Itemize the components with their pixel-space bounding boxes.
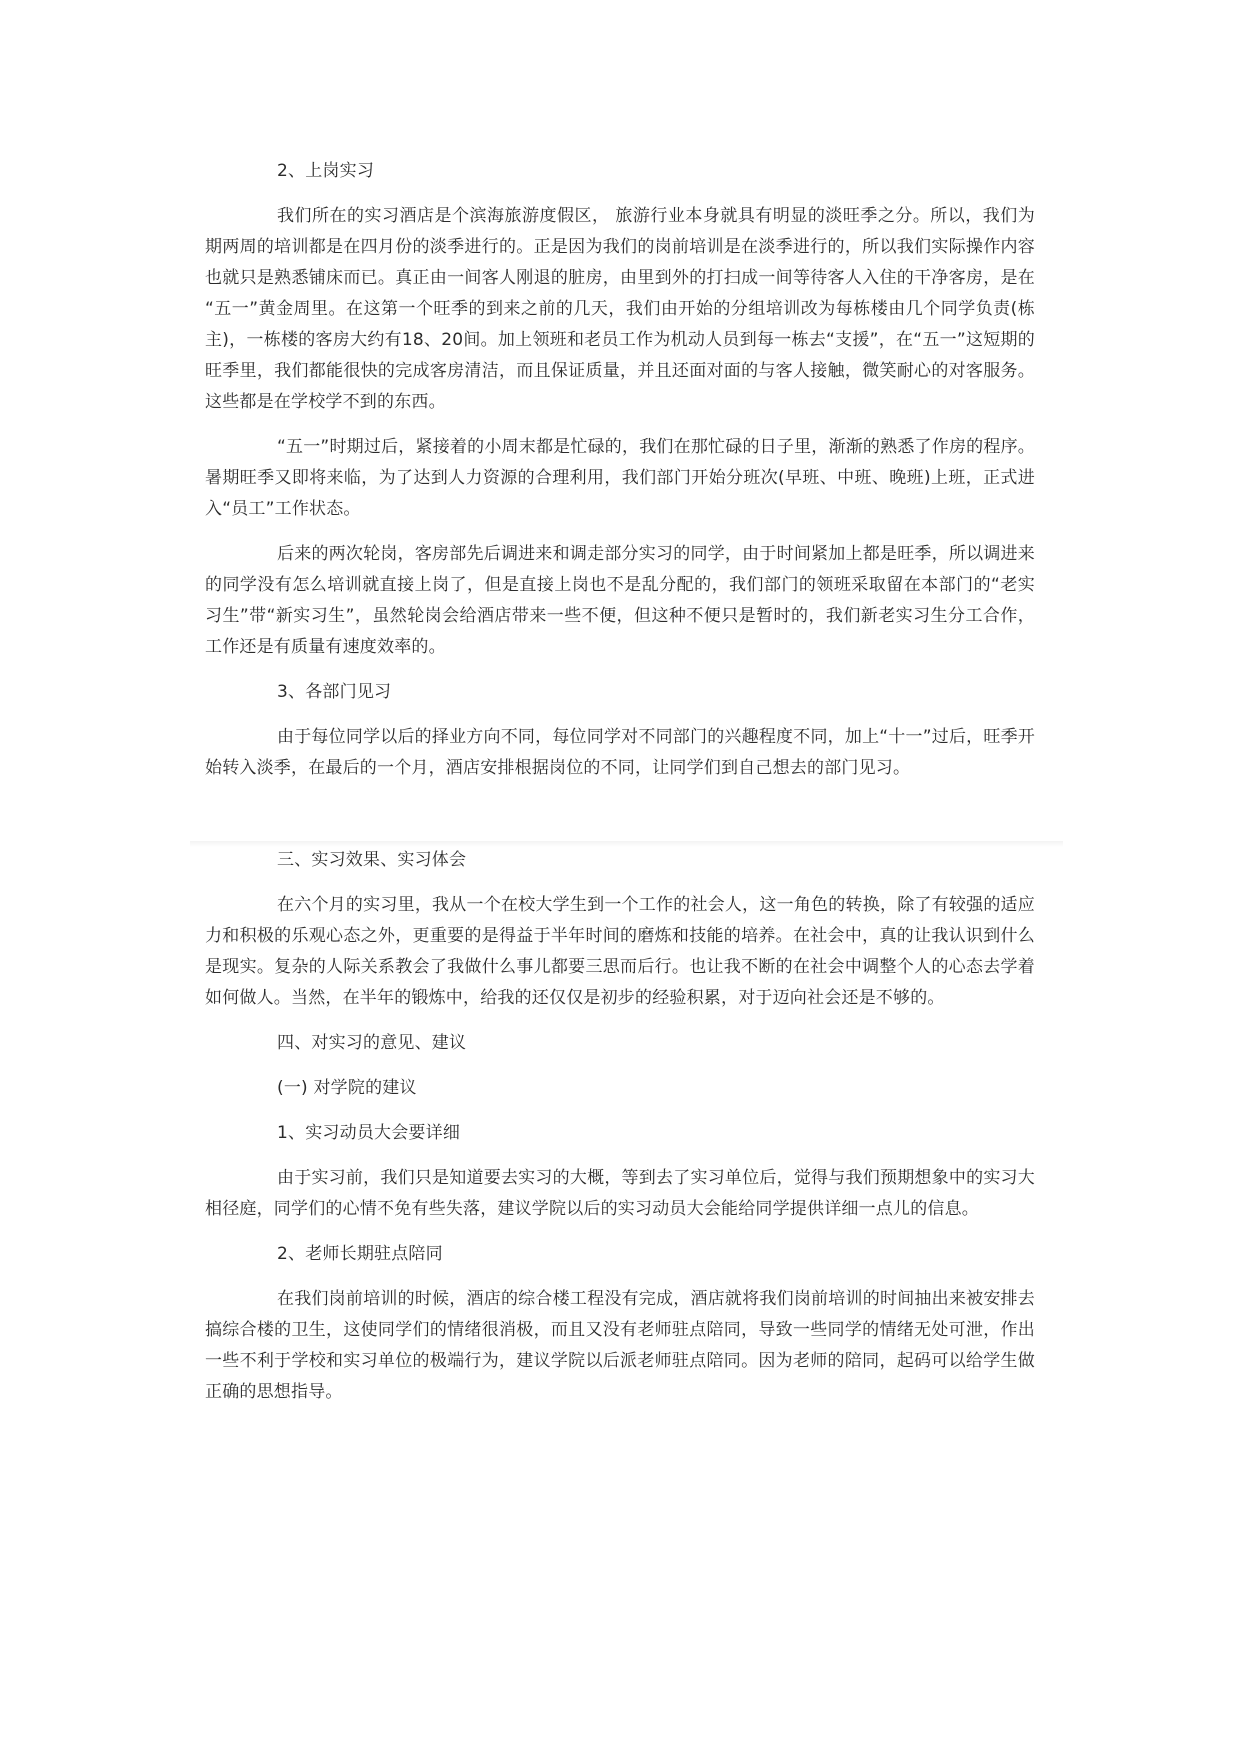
section-internship-part1 <box>205 156 1035 798</box>
heading-mobilization-meeting: 1、实习动员大会要详细 <box>277 1123 461 1143</box>
paragraph-teacher-accompany: 在我们岗前培训的时候，酒店的综合楼工程没有完成，酒店就将我们岗前培训的时间抽出来被安排去搞综合楼的卫生，这使同学们的情绪很消极，而且又没有老师驻点陪同，导致一些同学的情绪无处可泄，作出一些不利于学校和实习单位的极端行为，建议学院以后派老师驻点陪同。因为老师的陪同，起码可以给学生做正确的思想指导。 <box>205 1289 1035 1402</box>
paragraph-department-choice: 由于每位同学以后的择业方向不同，每位同学对不同部门的兴趣程度不同，加上“十一”过后，旺季开始转入淡季，在最后的一个月，酒店安排根据岗位的不同，让同学们到自己想去的部门见习。 <box>205 727 1035 778</box>
heading-opinions-suggestions: 四、对实习的意见、建议 <box>277 1033 467 1053</box>
heading-results-reflections: 三、实习效果、实习体会 <box>277 850 467 870</box>
heading-on-duty-internship: 2、上岗实习 <box>277 161 375 181</box>
paragraph-may-day-period: “五一”时期过后，紧接着的小周末都是忙碌的，我们在那忙碌的日子里，渐渐的熟悉了作房的程序。暑期旺季又即将来临，为了达到人力资源的合理利用，我们部门开始分班次(早班、中班、晚班)上班，正式进入“员工”工作状态。 <box>205 437 1035 519</box>
paragraph-mobilization-meeting: 由于实习前，我们只是知道要去实习的大概，等到去了实习单位后，觉得与我们预期想象中的实习大相径庭，同学们的心情不免有些失落，建议学院以后的实习动员大会能给同学提供详细一点儿的信息。 <box>205 1168 1035 1219</box>
heading-department-observation: 3、各部门见习 <box>277 682 392 702</box>
paragraph-six-months-reflection: 在六个月的实习里，我从一个在校大学生到一个工作的社会人，这一角色的转换，除了有较强的适应力和积极的乐观心态之外，更重要的是得益于半年时间的磨炼和技能的培养。在社会中，真的让我认识到什么是现实。复杂的人际关系教会了我做什么事儿都要三思而后行。也让我不断的在社会中调整个人的心态去学着如何做人。当然，在半年的锻炼中，给我的还仅仅是初步的经验积累，对于迈向社会还是不够的。 <box>205 895 1035 1008</box>
paragraph-job-rotation: 后来的两次轮岗，客房部先后调进来和调走部分实习的同学，由于时间紧加上都是旺季，所以调进来的同学没有怎么培训就直接上岗了，但是直接上岗也不是乱分配的，我们部门的领班采取留在本部门的“老实习生”带“新实习生”，虽然轮岗会给酒店带来一些不便，但这种不便只是暂时的，我们新老实习生分工合作，工作还是有质量有速度效率的。 <box>205 544 1035 657</box>
paragraph-hotel-training: 我们所在的实习酒店是个滨海旅游度假区， 旅游行业本身就具有明显的淡旺季之分。所以，我们为期两周的培训都是在四月份的淡季进行的。正是因为我们的岗前培训是在淡季进行的，所以我们实际操作内容也就只是熟悉铺床而已。真正由一间客人刚退的脏房，由里到外的打扫成一间等待客人入住的干净客房，是在 “五一”黄金周里。在这第一个旺季的到来之前的几天，我们由开始的分组培训改为每栋楼由几个同学负责(栋主)，一栋楼的客房大约有18、20间。加上领班和老员工作为机动人员到每一栋去“支援”，在“五一”这短期的旺季里，我们都能很快的完成客房清洁，而且保证质量，并且还面对面的与客人接触，微笑耐心的对客服务。这些都是在学校学不到的东西。 <box>205 206 1035 412</box>
heading-teacher-accompany: 2、老师长期驻点陪同 <box>277 1244 443 1264</box>
heading-suggestions-to-college: (一) 对学院的建议 <box>277 1078 417 1098</box>
section-internship-part2 <box>205 845 1035 1422</box>
